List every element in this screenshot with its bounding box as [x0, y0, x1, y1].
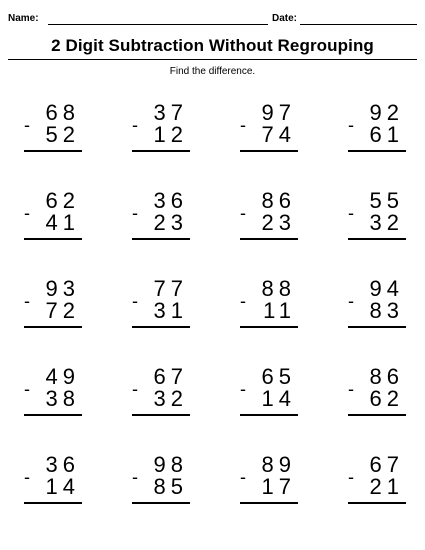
subtraction-problem [24, 366, 80, 426]
subtrahend: 85 [153, 474, 188, 499]
answer-line[interactable] [348, 502, 406, 504]
minus-sign: - [348, 379, 354, 399]
answer-line[interactable] [24, 150, 82, 152]
answer-line[interactable] [240, 502, 298, 504]
minus-sign: - [240, 115, 246, 135]
answer-line[interactable] [240, 414, 298, 416]
minus-sign: - [348, 115, 354, 135]
subtraction-problem [24, 278, 80, 338]
answer-line[interactable] [240, 326, 298, 328]
minuend: 36 [45, 452, 80, 477]
date-field-line[interactable] [300, 24, 417, 25]
minus-sign: - [24, 379, 30, 399]
header [8, 12, 417, 28]
minuend: 89 [261, 452, 296, 477]
minus-sign: - [132, 379, 138, 399]
subtraction-problem [348, 366, 404, 426]
minuend: 93 [45, 276, 80, 301]
subtrahend: 11 [263, 298, 296, 323]
answer-line[interactable] [24, 414, 82, 416]
minus-sign: - [240, 291, 246, 311]
subtraction-problem [240, 454, 296, 514]
answer-line[interactable] [132, 150, 190, 152]
subtrahend: 12 [153, 122, 188, 147]
subtraction-problem [132, 366, 188, 426]
subtraction-problem [24, 190, 80, 250]
date-label: Date: [272, 13, 298, 24]
subtrahend: 38 [45, 386, 80, 411]
subtraction-problem [132, 454, 188, 514]
subtrahend: 23 [153, 210, 188, 235]
answer-line[interactable] [240, 150, 298, 152]
minuend: 92 [369, 100, 404, 125]
minus-sign: - [348, 203, 354, 223]
minuend: 98 [153, 452, 188, 477]
subtrahend: 32 [153, 386, 188, 411]
subtrahend: 41 [45, 210, 80, 235]
minuend: 55 [369, 188, 404, 213]
subtraction-problem [348, 102, 404, 162]
minuend: 36 [153, 188, 188, 213]
answer-line[interactable] [132, 502, 190, 504]
subtraction-problem [348, 190, 404, 250]
minus-sign: - [24, 467, 30, 487]
answer-line[interactable] [132, 238, 190, 240]
subtrahend: 62 [369, 386, 404, 411]
instructions: Find the difference. [169, 66, 256, 77]
name-label: Name: [8, 13, 39, 24]
minuend: 67 [369, 452, 404, 477]
minuend: 65 [261, 364, 296, 389]
minus-sign: - [132, 291, 138, 311]
answer-line[interactable] [132, 414, 190, 416]
subtrahend: 74 [261, 122, 296, 147]
minuend: 68 [45, 100, 80, 125]
page-title: 2 Digit Subtraction Without Regrouping [51, 36, 374, 55]
answer-line[interactable] [24, 502, 82, 504]
subtrahend: 61 [369, 122, 404, 147]
subtraction-problem [132, 190, 188, 250]
minus-sign: - [348, 467, 354, 487]
name-field-line[interactable] [48, 24, 268, 25]
minuend: 97 [261, 100, 296, 125]
subtraction-problem [132, 102, 188, 162]
minuend: 88 [261, 276, 296, 301]
answer-line[interactable] [348, 238, 406, 240]
title-divider [8, 59, 417, 60]
subtraction-problem [348, 278, 404, 338]
answer-line[interactable] [24, 326, 82, 328]
minuend: 62 [45, 188, 80, 213]
subtrahend: 14 [45, 474, 80, 499]
subtrahend: 72 [45, 298, 80, 323]
minuend: 67 [153, 364, 188, 389]
subtraction-problem [240, 366, 296, 426]
minus-sign: - [24, 203, 30, 223]
subtraction-problem [240, 190, 296, 250]
answer-line[interactable] [348, 150, 406, 152]
minuend: 77 [153, 276, 188, 301]
subtraction-problem [132, 278, 188, 338]
minus-sign: - [24, 115, 30, 135]
subtraction-problem [24, 454, 80, 514]
subtraction-problem [240, 278, 296, 338]
answer-line[interactable] [348, 326, 406, 328]
minus-sign: - [348, 291, 354, 311]
minus-sign: - [24, 291, 30, 311]
subtrahend: 23 [261, 210, 296, 235]
minus-sign: - [240, 203, 246, 223]
subtraction-problem [348, 454, 404, 514]
subtrahend: 31 [153, 298, 188, 323]
minus-sign: - [132, 115, 138, 135]
answer-line[interactable] [132, 326, 190, 328]
minuend: 94 [369, 276, 404, 301]
minus-sign: - [132, 467, 138, 487]
minuend: 86 [261, 188, 296, 213]
subtrahend: 52 [45, 122, 80, 147]
minuend: 86 [369, 364, 404, 389]
minus-sign: - [132, 203, 138, 223]
subtrahend: 83 [369, 298, 404, 323]
minuend: 37 [153, 100, 188, 125]
subtrahend: 17 [261, 474, 296, 499]
answer-line[interactable] [348, 414, 406, 416]
subtraction-problem [240, 102, 296, 162]
subtraction-problem [24, 102, 80, 162]
answer-line[interactable] [24, 238, 82, 240]
minus-sign: - [240, 379, 246, 399]
minuend: 49 [45, 364, 80, 389]
minus-sign: - [240, 467, 246, 487]
subtrahend: 32 [369, 210, 404, 235]
subtrahend: 21 [369, 474, 404, 499]
subtrahend: 14 [261, 386, 296, 411]
answer-line[interactable] [240, 238, 298, 240]
